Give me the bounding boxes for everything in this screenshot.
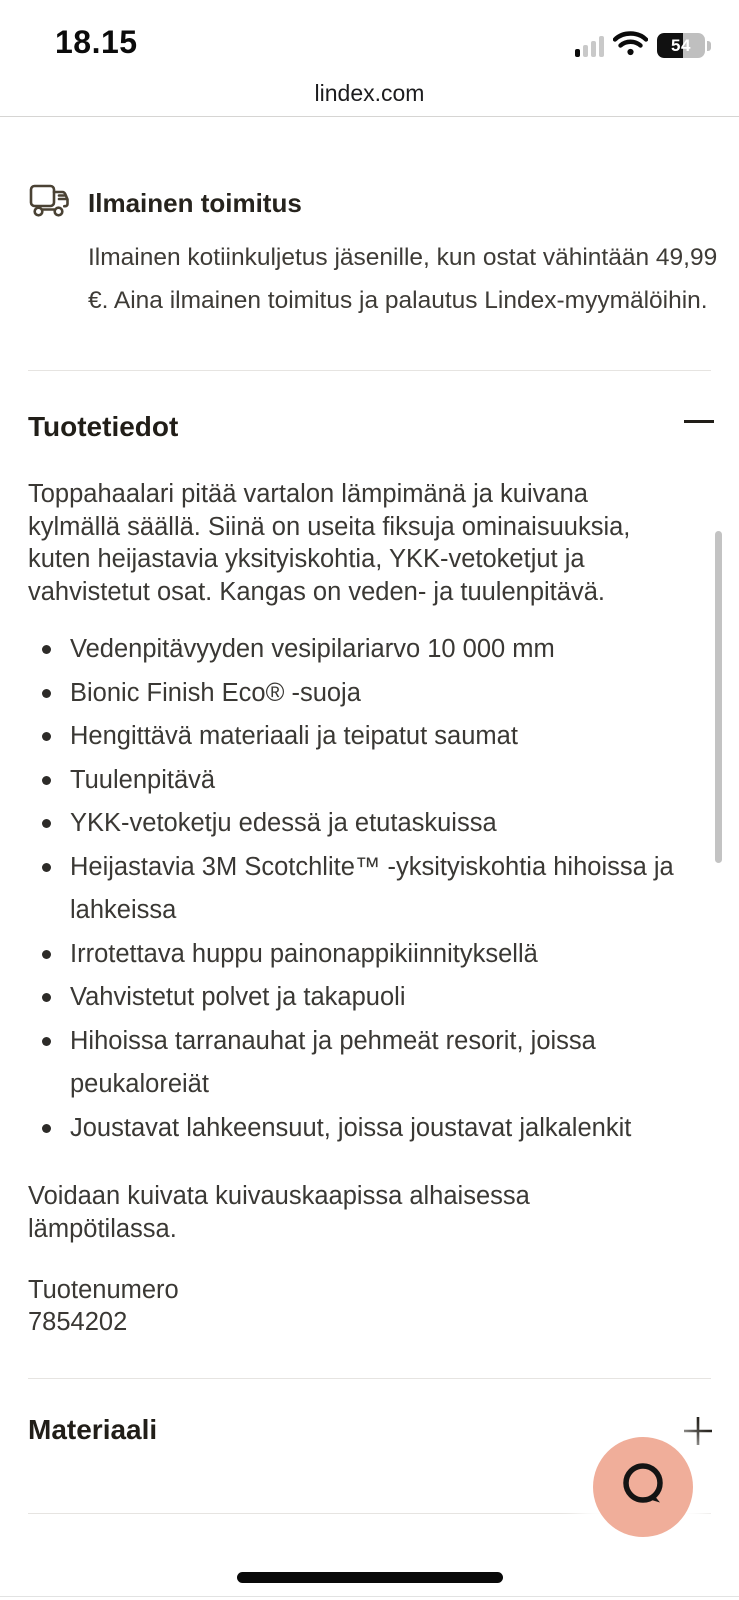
material-title[interactable]: Materiaali xyxy=(28,1414,158,1445)
chat-bubble-icon xyxy=(615,1457,671,1518)
feature-item: Hihoissa tarranauhat ja pehmeät resorit, joissa peukaloreiät xyxy=(28,1020,674,1107)
feature-item: Irrotettava huppu painonappikiinnityksellä xyxy=(28,933,674,977)
bottom-divider xyxy=(0,1596,739,1597)
feature-item: Heijastavia 3M Scotchlite™ -yksityiskohtia hihoissa ja lahkeissa xyxy=(28,846,674,933)
feature-item: Joustavat lahkeensuut, joissa joustavat jalkalenkit xyxy=(28,1107,674,1151)
battery-icon xyxy=(657,33,705,58)
section-divider xyxy=(28,1378,711,1379)
feature-item: Bionic Finish Eco® -suoja xyxy=(28,672,674,716)
product-number-value: 7854202 xyxy=(28,1308,128,1336)
expand-plus-icon[interactable] xyxy=(668,1414,714,1448)
shipping-title: Ilmainen toimitus xyxy=(88,188,302,218)
cellular-signal-icon xyxy=(575,35,604,57)
delivery-truck-icon xyxy=(29,183,73,226)
product-number xyxy=(28,1274,179,1338)
feature-list xyxy=(28,628,674,1150)
shipping-description: Ilmainen kotiinkuljetus jäsenille, kun ostat vähintään 49,99 €. Aina ilmainen toimitus ja palautus Lindex-myymälöihin. xyxy=(88,244,718,314)
product-number-label: Tuotenumero xyxy=(28,1276,179,1304)
header-divider xyxy=(0,116,739,117)
feature-item: Tuulenpitävä xyxy=(28,759,674,803)
chat-button[interactable] xyxy=(593,1437,693,1537)
section-divider xyxy=(28,370,711,371)
wifi-icon xyxy=(613,30,648,61)
product-description: Toppahaalari pitää vartalon lämpimänä ja kuivana kylmällä säällä. Siinä on useita fiksuja ominaisuuksia, kuten heijastavia yksityiskohtia, YKK-vetoketjut ja vahvistetut osat. Kangas on veden- ja tuulenpitävä. xyxy=(28,480,631,606)
scrollbar-thumb[interactable] xyxy=(715,531,722,863)
collapse-minus-icon[interactable] xyxy=(668,406,714,436)
home-indicator[interactable] xyxy=(237,1572,503,1583)
care-note: Voidaan kuivata kuivauskaapissa alhaisessa lämpötilassa. xyxy=(28,1182,530,1243)
address-bar[interactable]: lindex.com xyxy=(314,80,425,106)
status-icons xyxy=(575,30,711,61)
product-details-title[interactable]: Tuotetiedot xyxy=(28,411,179,442)
feature-item: YKK-vetoketju edessä ja etutaskuissa xyxy=(28,802,674,846)
feature-item: Vahvistetut polvet ja takapuoli xyxy=(28,976,674,1020)
status-time: 18.15 xyxy=(55,24,138,60)
battery-nub xyxy=(707,41,711,51)
feature-item: Vedenpitävyyden vesipilariarvo 10 000 mm xyxy=(28,628,674,672)
feature-item: Hengittävä materiaali ja teipatut saumat xyxy=(28,715,674,759)
battery-percent-label: 54 xyxy=(671,35,691,55)
